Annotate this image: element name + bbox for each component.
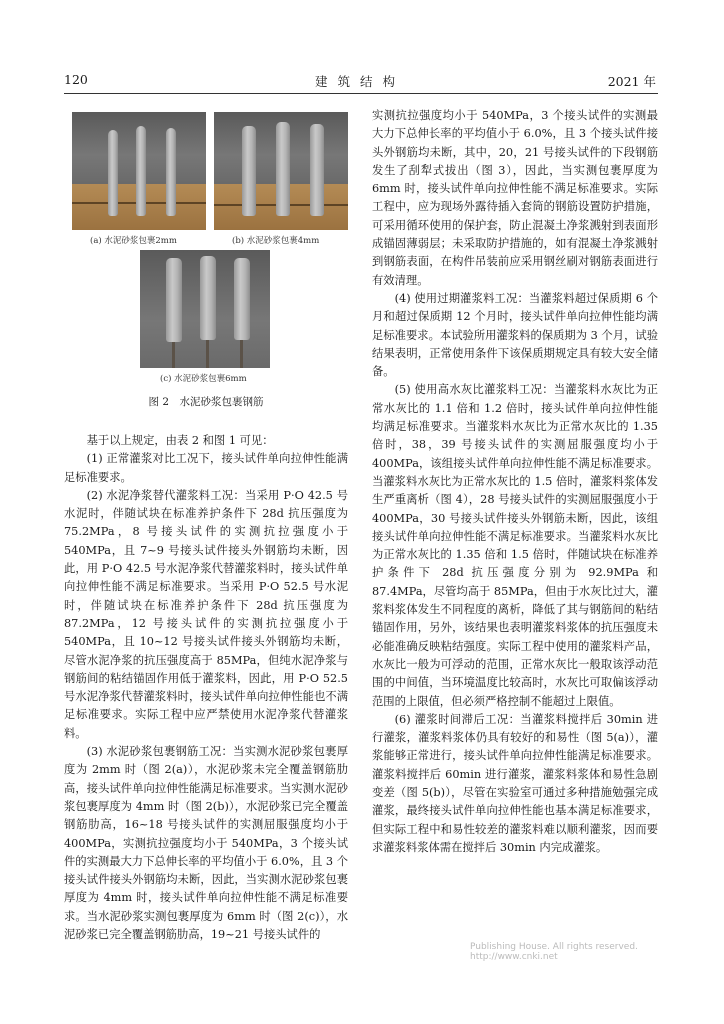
running-header (64, 72, 656, 92)
watermark: Publishing House. All rights reserved. http://www.cnki.net (470, 942, 638, 962)
rebar-c1 (166, 258, 182, 342)
rebar-b2 (276, 122, 290, 216)
paragraph: 基于以上规定，由表 2 和图 1 可见： (86, 434, 274, 447)
year: 2021 年 (607, 74, 656, 89)
caption-a: (a) 水泥砂浆包裹2mm (90, 236, 177, 246)
rebar-c2 (200, 256, 216, 340)
paragraph: (1) 正常灌浆对比工况下，接头试件单向拉伸性能满足标准要求。 (64, 452, 348, 484)
right-column (372, 107, 658, 857)
photo-a (72, 112, 206, 230)
paragraph: (5) 使用高水灰比灌浆料工况：当灌浆料水灰比为正常水灰比的 1.1 倍和 1.2 倍时，接头试件单向拉伸性能均满足标准要求。当灌浆料水灰比为正常水灰比的 1.35 倍时，38，39 号接头试件的实测屈服强度均小于 400MPa，该组接头试件单向拉伸性能不满足标准要求。当灌浆料水灰比为正常水灰比的 1.5 倍时，灌浆料浆体发生严重离析（图 4），28 号接头试件的实测屈服强度小于 400MPa，30 号接头试件接头外钢筋未断，因此，该组接头试件单向拉伸性能不满足标准要求。当灌浆料水灰比为正常水灰比的 1.35 倍和 1.5 倍时，伴随试块在标准养护条件下 28d 抗压强度分别为 92.9MPa 和 87.4MPa，尽管均高于 85MPa，但由于水灰比过大，灌浆料浆体发生不同程度的离析，降低了其与钢筋间的粘结锚固作用，另外，该结果也表明灌浆料浆体的抗压强度未必能准确反映粘结强度。实际工程中使用的灌浆料产品，水灰比一般为可浮动的范围，正常水灰比一般取该浮动范围的中间值，当环境温度比较高时，水灰比可取偏该浮动范围的上限值，但必须严格控制不能超过上限值。 (372, 383, 658, 708)
rebar-a2 (136, 126, 146, 216)
paragraph: (2) 水泥净浆替代灌浆料工况：当采用 P·O 42.5 号水泥时，伴随试块在标准养护条件下 28d 抗压强度为 75.2MPa，8 号接头试件的实测抗拉强度小于540MPa，且 7~9 号接头试件接头外钢筋均未断，因此，用 P·O 42.5 号水泥净浆代替灌浆料时，接头试件单向拉伸性能不满足标准要求。当采用 P·O 52.5 号水泥时，伴随试块在标准养护条件下 28d 抗压强度为 87.2MPa，12 号接头试件的实测抗拉强度小于540MPa，且 10~12 号接头试件接头外钢筋均未断，尽管水泥净浆的抗压强度高于 85MPa，但纯水泥净浆与钢筋间的粘结锚固作用低于灌浆料，因此，用 P·O 52.5 号水泥净浆代替灌浆料时，接头试件单向拉伸性能也不满足标准要求。实际工程中应严禁使用水泥净浆代替灌浆料。 (64, 488, 348, 740)
caption-c: (c) 水泥砂浆包裹6mm (160, 374, 247, 384)
paragraph: (4) 使用过期灌浆料工况：当灌浆料超过保质期 6 个月和超过保质期 12 个月时，接头试件单向拉伸性能均满足标准要求。本试验所用灌浆料的保质期为 3 个月，试验结果表明，正常使用条件下该保质期规定具有较大安全储备。 (372, 291, 658, 379)
photo-c (140, 250, 270, 368)
paragraph: (3) 水泥砂浆包裹钢筋工况：当实测水泥砂浆包裹厚度为 2mm 时（图 2(a)），水泥砂浆未完全覆盖钢筋肋高，接头试件单向拉伸性能满足标准要求。当实测水泥砂浆包裹厚度为 4mm 时（图 2(b)），水泥砂浆已完全覆盖钢筋肋高，16~18 号接头试件的实测屈服强度均小于 400MPa，实测抗拉强度均小于 540MPa，3 个接头试件的实测最大力下总伸长率的平均值小于 6.0%，且 3 个接头试件接头外钢筋均未断，因此，当实测水泥砂浆包裹厚度为 4mm 时，接头试件单向拉伸性能不满足标准要求。当水泥砂浆实测包裹厚度为 6mm 时（图 2(c)），水泥砂浆已完全覆盖钢筋肋高，19~21 号接头试件的 (64, 745, 348, 942)
rebar-c3 (234, 258, 250, 340)
paragraph: (6) 灌浆时间滞后工况：当灌浆料搅拌后 30min 进行灌浆，灌浆料浆体仍具有较好的和易性（图 5(a)），灌浆能够正常进行，接头试件单向拉伸性能满足标准要求。灌浆料搅拌后 60min 进行灌浆，灌浆料浆体和易性急剧变差（图 5(b)），尽管在实验室可通过多种措施勉强完成灌浆，最终接头试件单向拉伸性能也基本满足标准要求，但实际工程中和易性较差的灌浆料难以顺利灌浆，因而要求灌浆料浆体需在搅拌后 30min 内完成灌浆。 (372, 712, 658, 854)
rebar-b3 (310, 124, 324, 216)
rebar-a1 (108, 130, 118, 216)
caption-b: (b) 水泥砂浆包裹4mm (232, 236, 320, 246)
rebar-b1 (242, 126, 256, 216)
rebar-a3 (166, 128, 176, 216)
left-column (64, 432, 348, 944)
journal-title: 建筑结构 (314, 74, 405, 89)
header-rule (64, 93, 658, 94)
paragraph: 实测抗拉强度均小于 540MPa，3 个接头试件的实测最大力下总伸长率的平均值小于 6.0%，且 3 个接头试件接头外钢筋均未断，其中，20，21 号接头试件的下段钢筋发生了刮犁式拔出（图 3），因此，当实测包裹厚度为 6mm 时，接头试件单向拉伸性能不满足标准要求。实际工程中，应为现场外露待插入套筒的钢筋设置防护措施，可采用循环使用的保护套，防止混凝土净浆溅射到表面形成锚固薄弱层；未采取防护措施的，如有混凝土净浆溅射到钢筋表面，在构件吊装前应采用钢丝刷对钢筋表面进行有效清理。 (372, 109, 658, 287)
photo-b (214, 112, 348, 230)
figure-caption: 图 2 水泥砂浆包裹钢筋 (148, 396, 264, 408)
page-number: 120 (64, 72, 88, 87)
